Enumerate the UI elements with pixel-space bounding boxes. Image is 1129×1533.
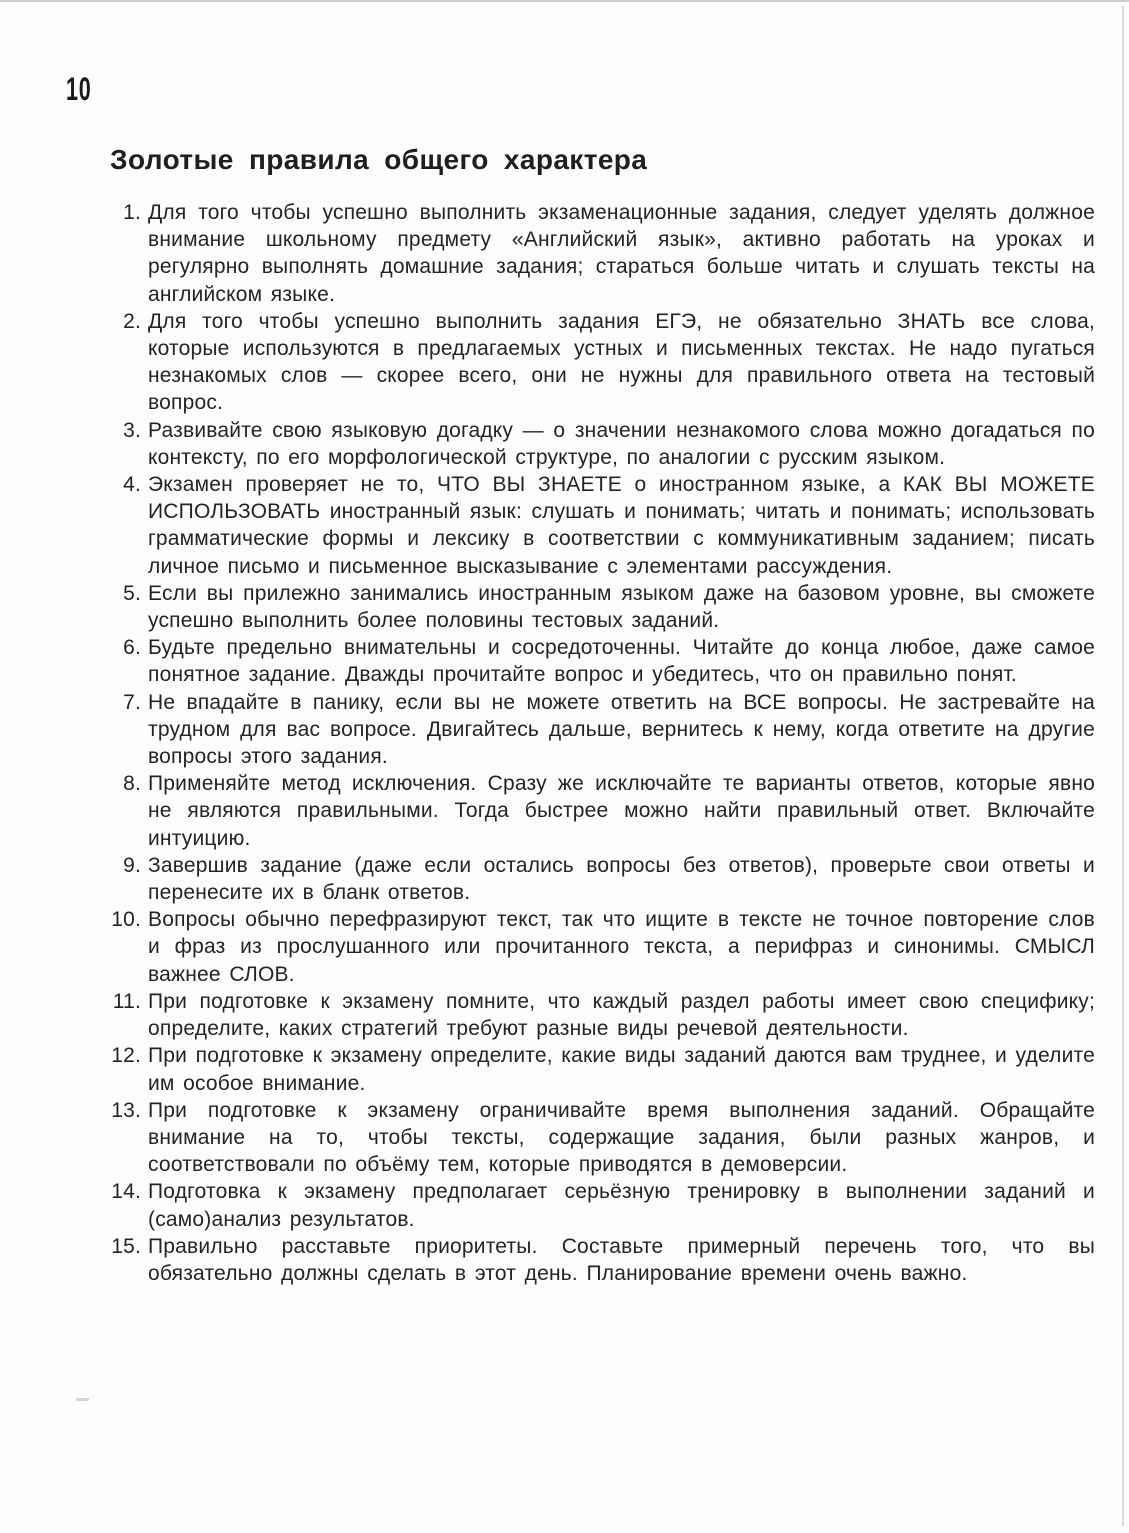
scan-edge-top bbox=[0, 0, 1129, 2]
rule-text: Не впадайте в панику, если вы не можете ответить на ВСЕ вопросы. Не застревайте на трудном для вас вопросе. Двигайтесь дальше, вернитесь к нему, когда ответите на другие вопросы этого задания. bbox=[148, 690, 1095, 769]
rule-number: 5. bbox=[123, 581, 141, 605]
rule-number: 13. bbox=[111, 1098, 141, 1122]
rule-number: 15. bbox=[111, 1234, 141, 1258]
rule-item-9 bbox=[0, 852, 1129, 906]
rule-text: Будьте предельно внимательны и сосредоточенны. Читайте до конца любое, даже самое понятное задание. Дважды прочитайте вопрос и убедитесь, что он правильно понят. bbox=[148, 636, 1095, 687]
rule-text: Развивайте свою языковую догадку — о значении незнакомого слова можно догадаться по контексту, по его морфологической структуре, по аналогии с русским языком. bbox=[148, 418, 1095, 469]
rule-item-4 bbox=[0, 471, 1129, 580]
rules-list bbox=[0, 199, 1129, 1287]
rule-item-7 bbox=[0, 689, 1129, 771]
rule-text: При подготовке к экзамену ограничивайте время выполнения заданий. Обращайте внимание на то, чтобы тексты, содержащие задания, были разных жанров, и соответствовали по объёму тем, которые приводятся в демоверсии. bbox=[148, 1098, 1095, 1177]
rule-item-11 bbox=[0, 988, 1129, 1042]
rule-item-1 bbox=[0, 199, 1129, 308]
rule-item-5 bbox=[0, 580, 1129, 634]
rule-text: Применяйте метод исключения. Сразу же исключайте те варианты ответов, которые явно не являются правильными. Тогда быстрее можно найти правильный ответ. Включайте интуицию. bbox=[148, 772, 1095, 850]
rule-text: При подготовке к экзамену помните, что каждый раздел работы имеет свою специфику; определите, каких стратегий требуют разные виды речевой деятельности. bbox=[148, 989, 1095, 1041]
rule-number: 11. bbox=[112, 989, 141, 1013]
rule-number: 2. bbox=[123, 309, 141, 333]
rule-number: 7. bbox=[123, 690, 141, 714]
rule-item-3 bbox=[0, 417, 1129, 471]
rule-number: 4. bbox=[123, 473, 141, 497]
rule-number: 12. bbox=[111, 1044, 141, 1068]
rule-item-8 bbox=[0, 770, 1129, 852]
rule-text: Если вы прилежно занимались иностранным языком даже на базовом уровне, вы сможете успешно выполнить более половины тестовых заданий. bbox=[148, 581, 1095, 633]
rule-item-15 bbox=[0, 1233, 1129, 1287]
rule-text: Правильно расставьте приоритеты. Составьте примерный перечень того, что вы обязательно должны сделать в этот день. Планирование времени очень важно. bbox=[148, 1234, 1095, 1285]
rule-number: 9. bbox=[123, 853, 141, 877]
rule-item-2 bbox=[0, 308, 1129, 417]
rule-item-6 bbox=[0, 634, 1129, 688]
rule-text: Вопросы обычно перефразируют текст, так что ищите в тексте не точное повторение слов и фраз из прослушанного или прочитанного текста, а перифраз и синонимы. СМЫСЛ важнее СЛОВ. bbox=[148, 908, 1095, 986]
section-heading: Золотые правила общего характера bbox=[110, 144, 648, 175]
rule-text: Подготовка к экзамену предполагает серьёзную тренировку в выполнении заданий и (само)анализ результатов. bbox=[148, 1180, 1095, 1231]
rule-number: 3. bbox=[123, 418, 141, 442]
rule-number: 10. bbox=[111, 908, 141, 932]
rule-item-10 bbox=[0, 906, 1129, 988]
rule-number: 1. bbox=[123, 201, 141, 224]
rule-text: При подготовке к экзамену определите, какие виды заданий даются вам труднее, и уделите им особое внимание. bbox=[148, 1044, 1095, 1095]
rule-text: Для того чтобы успешно выполнить задания ЕГЭ, не обязательно ЗНАТЬ все слова, которые используются в предлагаемых устных и письменных текстах. Не надо пугаться незнакомых слов — скорее всего, они не нужны для правильного ответа на тестовый вопрос. bbox=[148, 309, 1095, 415]
rule-number: 6. bbox=[123, 636, 141, 660]
scan-smudge bbox=[76, 1398, 89, 1401]
rule-number: 14. bbox=[111, 1180, 141, 1204]
rule-item-12 bbox=[0, 1042, 1129, 1096]
rule-text: Завершив задание (даже если остались вопросы без ответов), проверьте свои ответы и перенесите их в бланк ответов. bbox=[148, 853, 1095, 905]
rule-item-14 bbox=[0, 1178, 1129, 1232]
rule-text: Экзамен проверяет не то, ЧТО ВЫ ЗНАЕТЕ о иностранном языке, а КАК ВЫ МОЖЕТЕ ИСПОЛЬЗОВАТЬ иностранный язык: слушать и понимать; читать и понимать; использовать грамматические формы и лексику в соответствии с коммуникативным заданием; писать личное письмо и письменное высказывание с элементами рассуждения. bbox=[148, 473, 1095, 578]
rule-number: 8. bbox=[123, 772, 141, 796]
rule-text: Для того чтобы успешно выполнить экзаменационные задания, следует уделять должное внимание школьному предмету «Английский язык», активно работать на уроках и регулярно выполнять домашние задания; стараться больше читать и слушать тексты на английском языке. bbox=[148, 201, 1095, 306]
rule-item-13 bbox=[0, 1097, 1129, 1179]
page-number: 10 bbox=[66, 72, 92, 108]
